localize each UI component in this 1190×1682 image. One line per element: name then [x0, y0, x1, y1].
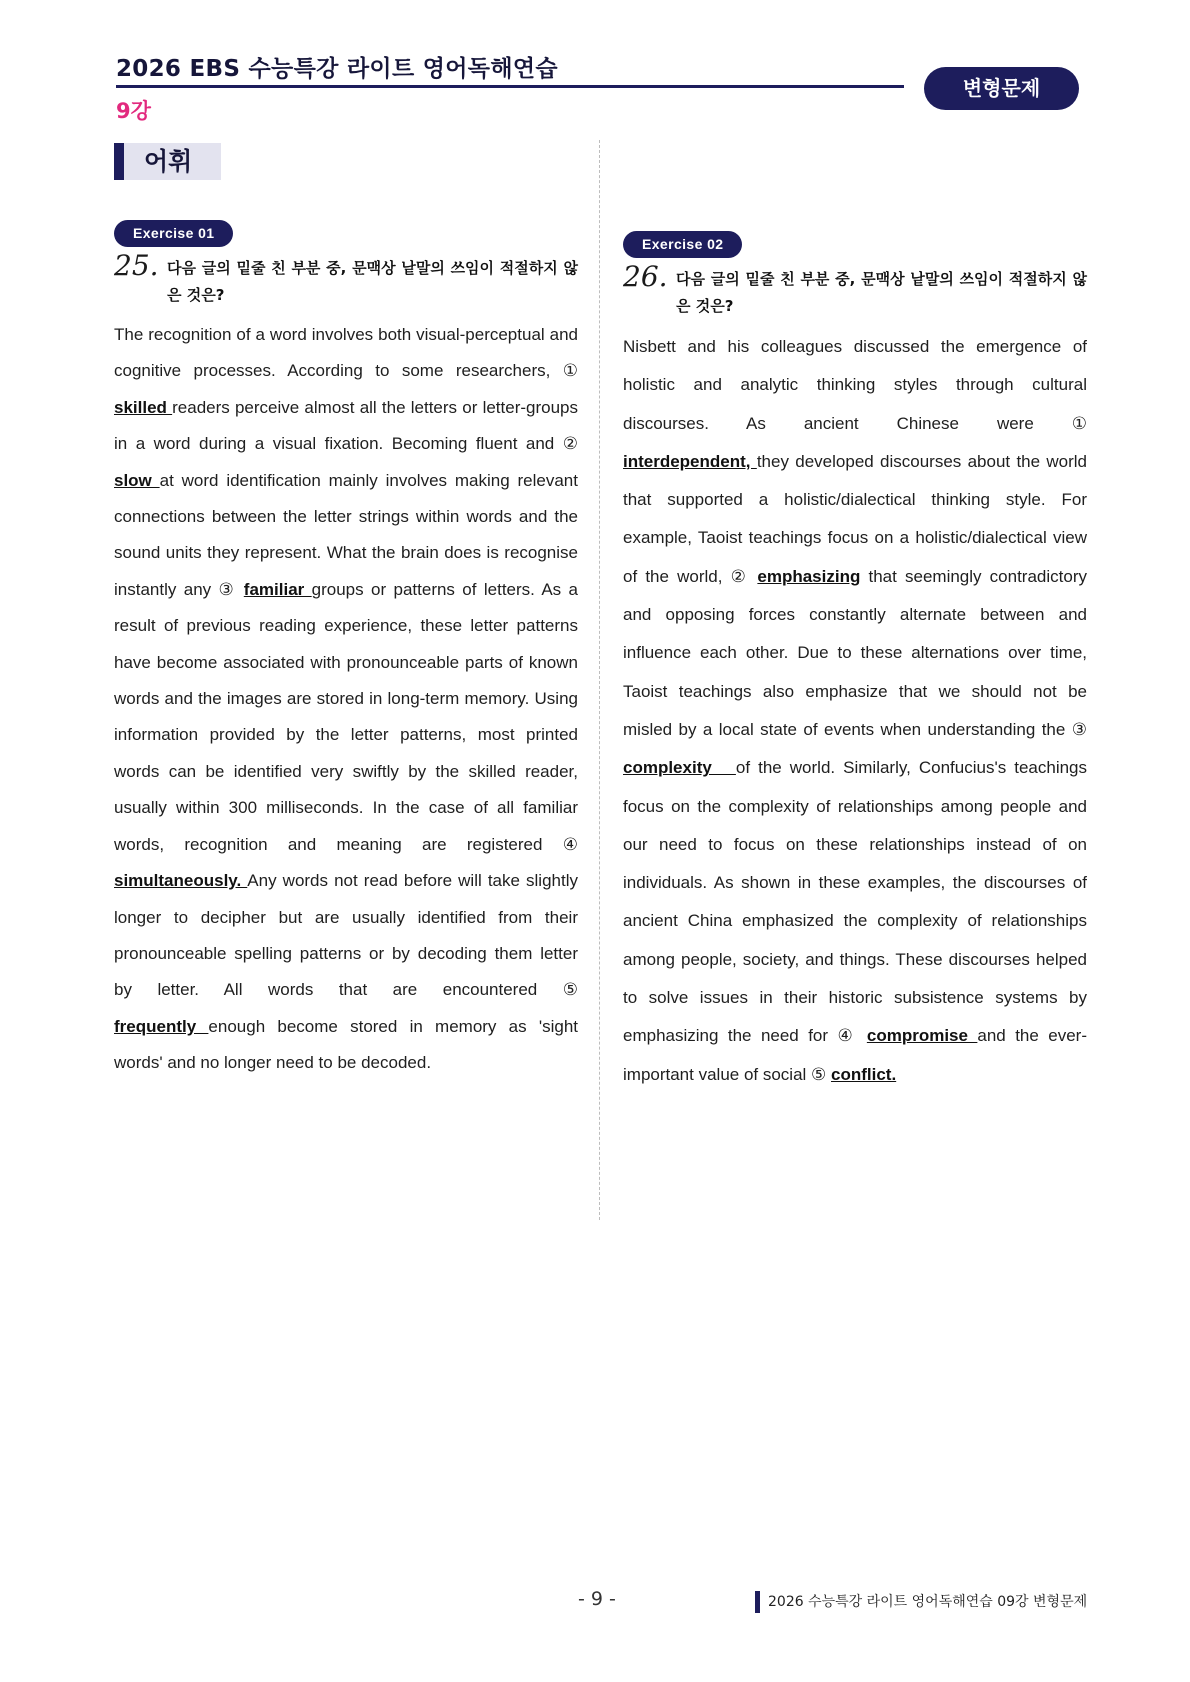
- section-heading: [114, 143, 221, 180]
- underlined-word-4: simultaneously.: [114, 871, 248, 891]
- underlined-word-2: emphasizing: [757, 566, 861, 586]
- passage-text: at word identification mainly involves making relevant connections between the letter strings within words and the sound units they represent. What the brain does is recognise instantly any ③: [114, 470, 578, 599]
- passage-text: readers perceive almost all the letters or letter-groups in a word during a visual fixation. Becoming fluent and ②: [114, 397, 579, 454]
- passage-text: that seemingly contradictory and opposing forces constantly alternate between and influence each other. Due to these alternations over time, Taoist teachings also emphasize that we should not be misled by a local state of events when understanding the ③: [623, 566, 1087, 739]
- question-header: [114, 249, 578, 311]
- underlined-word-3: complexity: [623, 758, 736, 778]
- column-divider: [599, 140, 600, 1220]
- passage-text: Nisbett and his colleagues discussed the emergence of holistic and analytic thinking styles through cultural discourses. As ancient Chinese were ①: [623, 337, 1087, 433]
- passage-text: of the world. Similarly, Confucius's teachings focus on the complexity of relationships among people and our need to focus on these relationships instead of on individuals. As shown in these examples, the discourses of ancient China emphasized the complexity of relationships among people, society, and things. These discourses helped to solve issues in their historic subsistence systems by emphasizing the need for ④: [623, 758, 1088, 1046]
- underlined-word-4: compromise: [866, 1026, 978, 1046]
- exercise-label: Exercise 02: [623, 231, 742, 258]
- underlined-word-1: skilled: [114, 397, 173, 417]
- underlined-word-1: interdependent,: [623, 451, 757, 471]
- passage-text: enough become stored in memory as 'sight words' and no longer need to be decoded.: [114, 1016, 579, 1073]
- passage-text: Any words not read before will take slightly longer to decipher but are usually identified from their pronounceable spelling patterns or by decoding them letter by letter. All words that are encountered ⑤: [114, 871, 578, 1000]
- question-number: 26.: [623, 260, 668, 293]
- exercise-02: [623, 231, 1087, 1094]
- underlined-word-5: conflict.: [831, 1064, 897, 1084]
- passage: [114, 317, 578, 1082]
- question-text: 다음 글의 밑줄 친 부분 중, 문맥상 낱말의 쓰임이 적절하지 않은 것은?: [167, 259, 578, 304]
- underlined-word-2: slow: [114, 470, 160, 490]
- exercise-01: [114, 220, 578, 1082]
- variant-badge: 변형문제: [924, 67, 1079, 110]
- passage: [623, 328, 1087, 1094]
- underlined-word-3: familiar: [243, 579, 312, 599]
- passage-text: groups or patterns of letters. As a result of previous reading experience, these letter patterns have become associated with pronounceable parts of known words and the images are stored in long-term memory. Using information provided by the letter patterns, most printed words can be identified very swiftly by the skilled reader, usually within 300 milliseconds. In the case of all familiar words, recognition and meaning are registered ④: [114, 579, 578, 854]
- passage-text: The recognition of a word involves both visual-perceptual and cognitive processes. According to some researchers, ①: [114, 325, 578, 381]
- section-title: 어휘: [144, 147, 193, 176]
- footer-label: 2026 수능특강 라이트 영어독해연습 09강 변형문제: [755, 1591, 1087, 1613]
- underlined-word-5: frequently: [114, 1016, 209, 1036]
- question-number: 25.: [114, 249, 159, 282]
- question-header: [623, 260, 1087, 322]
- passage-text: and the ever-important value of social ⑤: [623, 1026, 1087, 1084]
- lesson-label: 9강: [116, 99, 151, 123]
- document-title: 2026 EBS 수능특강 라이트 영어독해연습: [116, 56, 558, 82]
- header-rule: [116, 85, 904, 88]
- page-number: - 9 -: [578, 1588, 616, 1610]
- exercise-label: Exercise 01: [114, 220, 233, 247]
- passage-text: they developed discourses about the world that supported a holistic/dialectical thinking style. For example, Taoist teachings focus on a holistic/dialectical view of the world, ②: [623, 451, 1088, 586]
- question-text: 다음 글의 밑줄 친 부분 중, 문맥상 낱말의 쓰임이 적절하지 않은 것은?: [676, 270, 1087, 315]
